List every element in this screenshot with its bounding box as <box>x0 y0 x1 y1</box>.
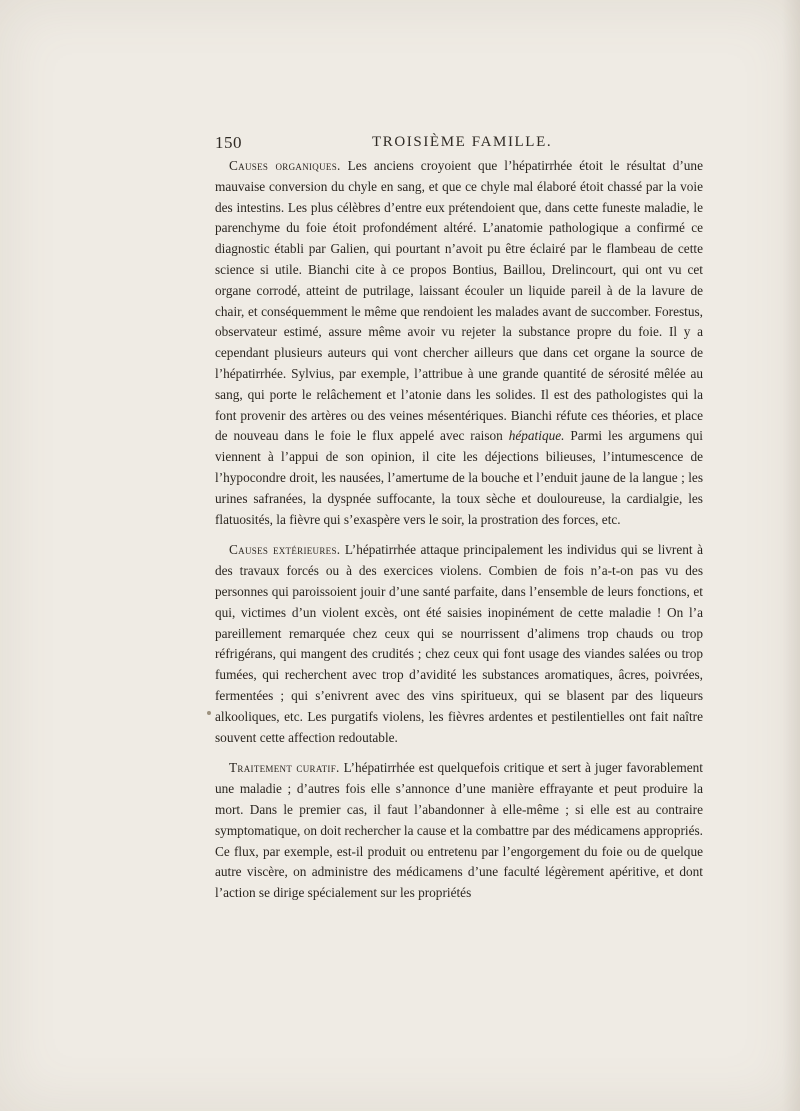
section-organic-causes <box>215 156 703 530</box>
section-text: L’hépatirrhée attaque principalement les individus qui se livrent à des travaux forcés ou à des exercices violens. Combien de fois n’a-t-on pas vu des personnes qui paroissoient jouir d’une santé parfaite, dans l’ensemble de leurs fonctions, et qui, victimes d’un violent excès, ont été saisies inopinément de cette maladie ! On l’a pareillement remarquée chez ceux qui se nourrissent d’alimens trop chauds ou trop réfrigérans, qui mangent des crudités ; chez ceux qui font usage des viandes salées ou trop fumées, qui recherchent avec trop d’avidité les substances aromatiques, âcres, poivrées, fermentées ; qui s’enivrent avec des vins spiritueux, qui se blasent par des liqueurs alkooliques, etc. Les purgatifs violens, les fièvres ardentes et pestilentielles ont fait naître souvent cette affection redoutable. <box>215 542 703 745</box>
section-curative-treatment <box>215 758 703 904</box>
section-heading: Causes organiques. <box>229 158 341 173</box>
running-head: TROISIÈME FAMILLE. <box>372 134 553 150</box>
section-heading: Traitement curatif. <box>229 760 340 776</box>
page-edge-shadow <box>782 0 800 1111</box>
section-external-causes <box>215 540 703 748</box>
page-number: 150 <box>215 133 242 152</box>
main-text <box>215 156 703 904</box>
section-text: Les anciens croyoient que l’hépatirrhée étoit le résultat d’une mauvaise conversion du chyle en sang, et que ce chyle mal élaboré étoit chassé par la voie des intestins. Les plus célèbres d’entre eux prétendoient que, dans cette funeste maladie, le parenchyme du foie étoit profondément altéré. L’anatomie pathologique a confirmé ce diagnostic établi par Galien, qui pourtant n’avoit pu être éclairé par le flambeau de cette science si utile. Bianchi cite à ce propos Bontius, Baillou, Drelincourt, qui ont vu cet organe corrodé, atteint de putrilage, laissant écouler un liquide pareil à de la lavure de chair, et conséquemment le même que rendoient les malades avant de succomber. Forestus, observateur estimé, assure même avoir vu rejeter la substance propre du foie. Il y a cependant plusieurs auteurs qui vont chercher ailleurs que dans cet organe la source de l’hépatirrhée. Sylvius, par exemple, l’attribue à une grande quantité de sérosité mêlée au sang, qui porte le relâchement et l’atonie dans les solides. Il est des pathologistes qui la font provenir des artères ou des veines mésentériques. Bianchi réfute ces théories, et place de nouveau dans le foie le flux appelé avec raison <box>215 158 703 444</box>
section-heading: Causes extérieures. <box>229 542 341 558</box>
section-text: L’hépatirrhée est quelquefois critique et sert à juger favorablement une maladie ; d’autres fois elle s’annonce d’une manière effrayante et peut produire la mort. Dans le premier cas, il faut l’abandonner à elle-même ; si elle est au contraire symptomatique, on doit rechercher la cause et la combattre par des médicamens appropriés. Ce flux, par exemple, est-il produit ou entretenu par l’engorgement du foie ou de quelque autre viscère, on administre des médicamens d’une faculté légèrement apéritive, et dont l’action se dirige spécialement sur les propriétés <box>215 760 703 901</box>
page-header <box>213 133 705 155</box>
italic-term: hépatique. <box>508 428 565 444</box>
ink-speck <box>207 711 211 715</box>
section-text-continued: Parmi les argumens qui viennent à l’appui de son opinion, il cite les déjections bilieuses, l’intumescence de l’hypocondre droit, les nausées, l’amertume de la bouche et l’enduit jaune de la langue ; les urines safranées, la dyspnée suffocante, la toux sèche et douloureuse, la cardialgie, les flatuosités, la fièvre qui s’exaspère vers le soir, la prostration des forces, etc. <box>215 428 704 527</box>
